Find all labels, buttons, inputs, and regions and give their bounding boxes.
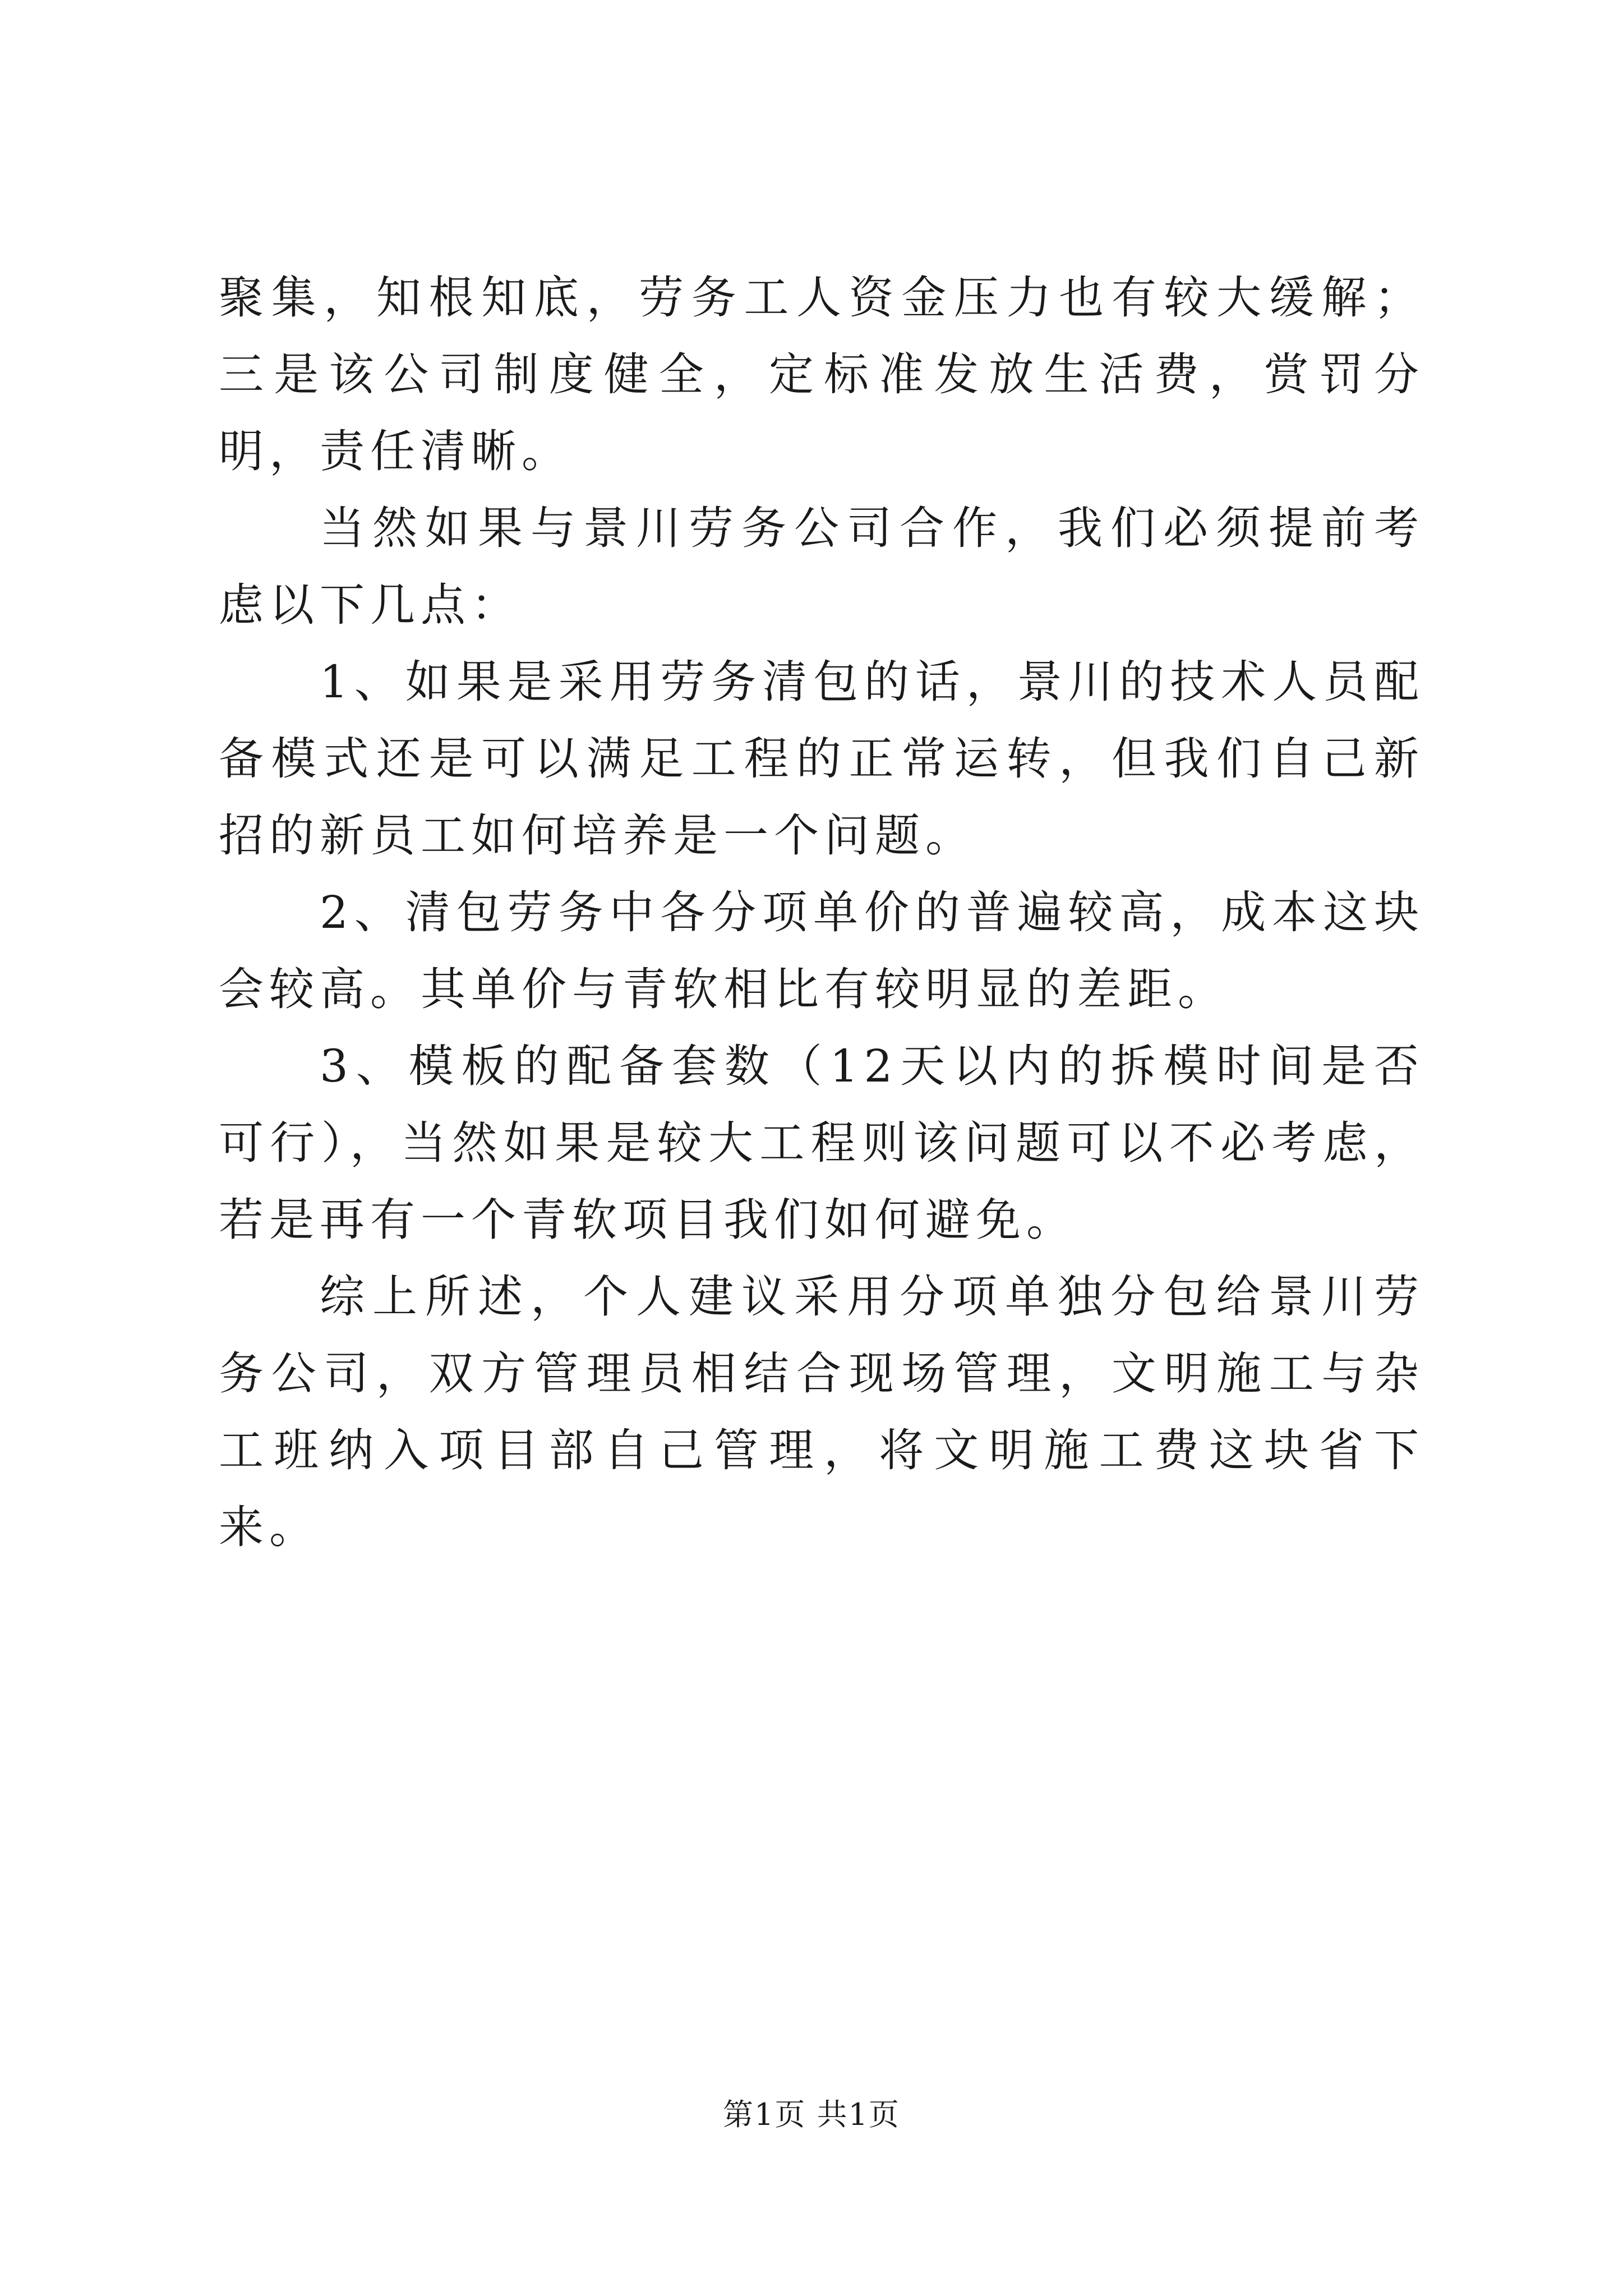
paragraph-point-3: 3、模板的配备套数（12天以内的拆模时间是否可行），当然如果是较大工程则该问题可以不必考虑，若是再有一个青软项目我们如何避免。 [219,1040,1424,1246]
page-number-label: 第1页 共1页 [723,2097,900,2132]
paragraph-point-1: 1、如果是采用劳务清包的话，景川的技术人员配备模式还是可以满足工程的正常运转，但我们自己新招的新员工如何培养是一个问题。 [219,656,1424,862]
paragraph-continuation: 聚集，知根知底，劳务工人资金压力也有较大缓解；三是该公司制度健全，定标准发放生活费，赏罚分明，责任清晰。 [219,272,1424,477]
page-footer [0,2095,1623,2134]
paragraph-cooperation-considerations: 当然如果与景川劳务公司合作，我们必须提前考虑以下几点： [219,502,1424,631]
document-body [219,259,1424,1566]
paragraph-point-2: 2、清包劳务中各分项单价的普遍较高，成本这块会较高。其单价与青软相比有较明显的差距。 [219,886,1424,1015]
paragraph-conclusion: 综上所述，个人建议采用分项单独分包给景川劳务公司，双方管理员相结合现场管理，文明施工与杂工班纳入项目部自己管理，将文明施工费这块省下来。 [219,1271,1424,1553]
